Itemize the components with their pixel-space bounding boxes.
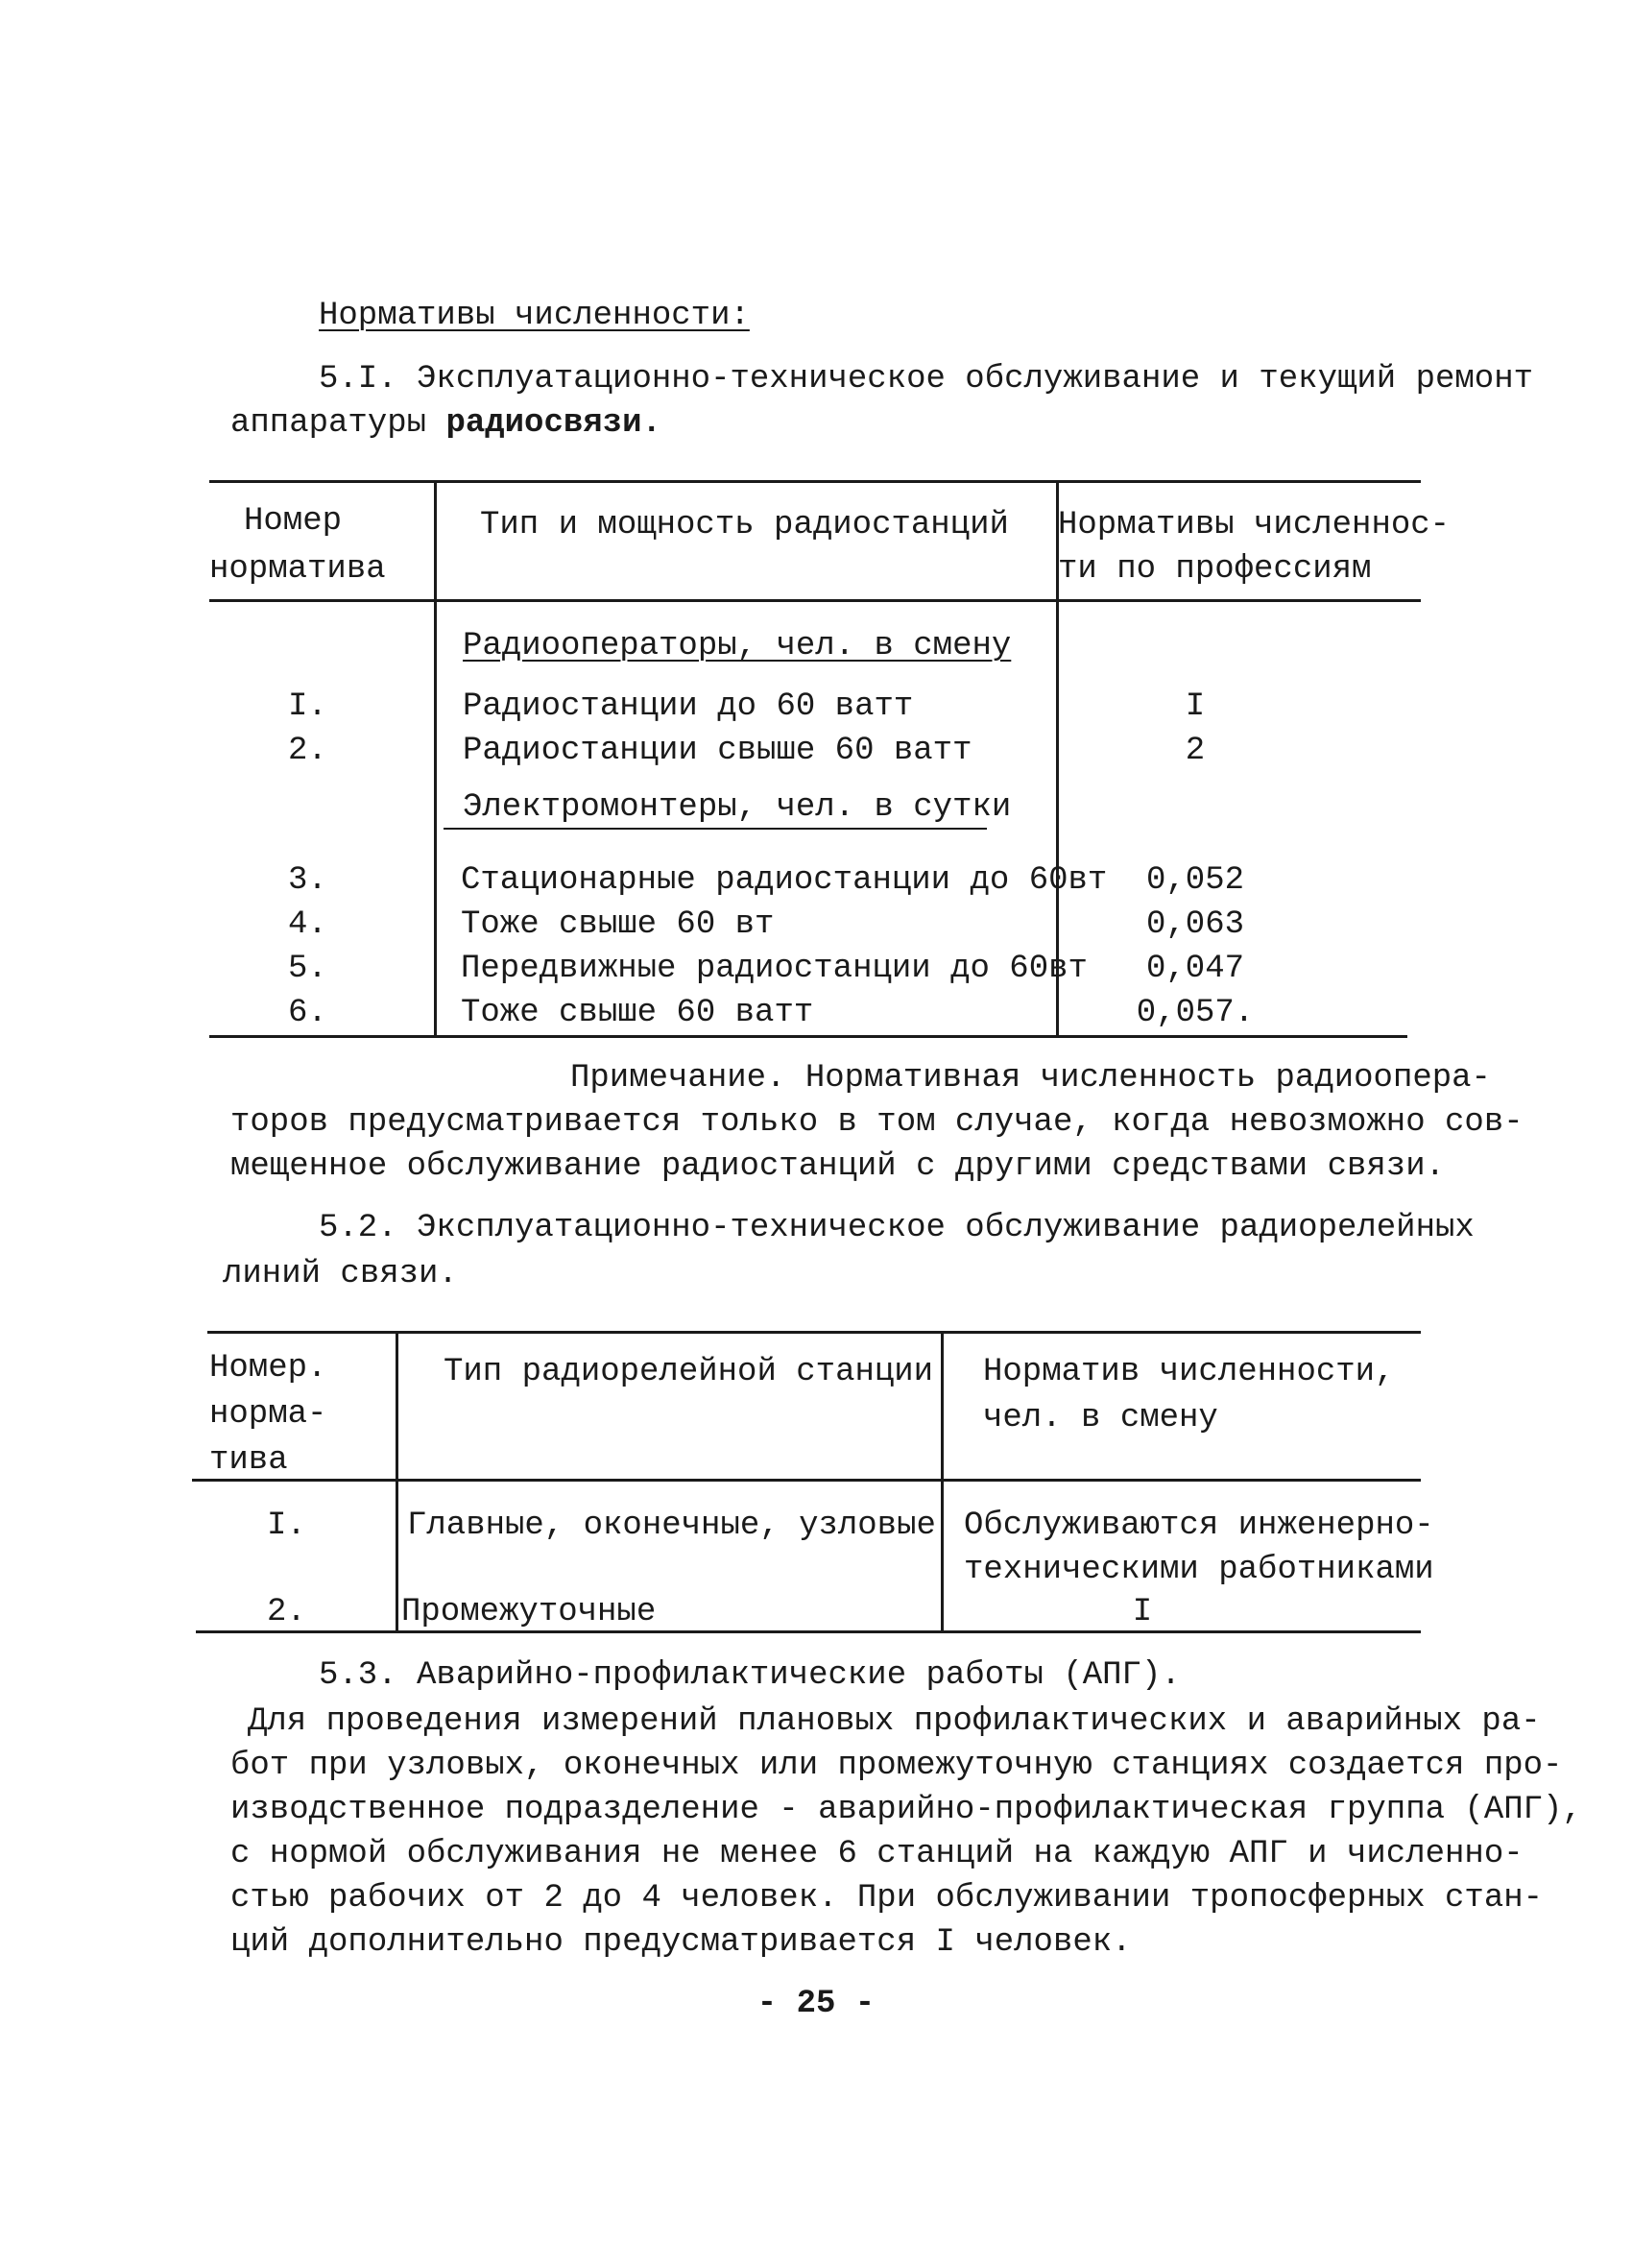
note-line3: мещенное обслуживание радиостанций с другими средствами связи. bbox=[230, 1148, 1446, 1185]
table1-header-norms-l1: Нормативы численнос- bbox=[1058, 507, 1451, 543]
table-row-norm: 0,047 bbox=[1145, 951, 1245, 987]
table2-header-norm-l1: Норматив численности, bbox=[983, 1354, 1395, 1390]
table-row-number: 2. bbox=[288, 733, 327, 769]
table-row-type: Промежуточные bbox=[401, 1594, 657, 1630]
table1-top-rule bbox=[209, 480, 1421, 483]
table2-header-number-l2: норма- bbox=[209, 1396, 327, 1433]
section-5-3-title: 5.3. Аварийно-профилактические работы (АПГ). bbox=[319, 1657, 1181, 1694]
table-row-type: Тоже свыше 60 вт bbox=[461, 906, 775, 943]
section-5-3-line: стью рабочих от 2 до 4 человек. При обслуживании тропосферных стан- bbox=[230, 1880, 1544, 1917]
table1-header-norms-l2: ти по профессиям bbox=[1058, 551, 1372, 588]
section-5-1-line1: 5.I. Эксплуатационно-техническое обслуживание и текущий ремонт bbox=[319, 361, 1534, 398]
table-row-norm-l2: техническими работниками bbox=[964, 1552, 1434, 1588]
table-row-number: I. bbox=[288, 688, 327, 725]
table2-top-rule bbox=[207, 1331, 1421, 1334]
table1-header-number-l1: Номер bbox=[244, 503, 343, 540]
table2-header-type: Тип радиорелейной станции bbox=[444, 1354, 934, 1390]
table-row-norm-l1: Обслуживаются инженерно- bbox=[964, 1508, 1434, 1544]
section-5-2-line2: линий связи. bbox=[223, 1256, 458, 1292]
table-row-number: 5. bbox=[288, 951, 327, 987]
table-row-norm: I bbox=[1185, 688, 1206, 725]
table2-header-number-l3: тива bbox=[209, 1442, 288, 1479]
section-5-1-line2: аппаратуры радиосвязи. bbox=[230, 405, 661, 442]
section-5-3-line: Для проведения измерений плановых профилактических и аварийных ра- bbox=[248, 1703, 1541, 1740]
table-row-number: 3. bbox=[288, 862, 327, 899]
table1-col-divider-1 bbox=[434, 480, 437, 1035]
note-line2: торов предусматривается только в том случае, когда невозможно сов- bbox=[230, 1104, 1524, 1141]
table1-header-number-l2: норматива bbox=[209, 551, 386, 588]
table-row-type: Радиостанции свыше 60 ватт bbox=[463, 733, 972, 769]
section-5-3-line: изводственное подразделение - аварийно-профилактическая группа (АПГ), bbox=[230, 1792, 1582, 1828]
section-5-3-line: бот при узловых, оконечных или промежуточную станциях создается про- bbox=[230, 1748, 1563, 1784]
table2-bottom-rule bbox=[196, 1630, 1421, 1633]
table-row-norm: 2 bbox=[1185, 733, 1206, 769]
table1-group-electricians: Электромонтеры, чел. в сутки bbox=[463, 789, 1012, 826]
section-5-3-line: с нормой обслуживания не менее 6 станций на каждую АПГ и численно- bbox=[230, 1836, 1524, 1872]
table1-group-operators: Радиооператоры, чел. в смену bbox=[463, 628, 1012, 664]
page-heading: Нормативы численности: bbox=[319, 298, 750, 334]
table2-header-rule bbox=[192, 1479, 1421, 1482]
table1-header-type: Тип и мощность радиостанций bbox=[480, 507, 1009, 543]
section-5-2-line1: 5.2. Эксплуатационно-техническое обслуживание радиорелейных bbox=[319, 1210, 1475, 1246]
note-line1: Примечание. Нормативная численность радиоопера- bbox=[570, 1060, 1491, 1097]
table2-col-divider-2 bbox=[941, 1331, 944, 1630]
table-row-norm: 0,052 bbox=[1145, 862, 1245, 899]
table-row-norm: I bbox=[1132, 1594, 1153, 1630]
table2-col-divider-1 bbox=[396, 1331, 398, 1630]
page-number: - 25 - bbox=[756, 1986, 876, 2022]
table1-header-rule bbox=[209, 599, 1421, 602]
section-5-3-line: ций дополнительно предусматривается I человек. bbox=[230, 1924, 1132, 1961]
table-row-norm: 0,057. bbox=[1136, 995, 1255, 1031]
table-row-number: 6. bbox=[288, 995, 327, 1031]
table2-header-norm-l2: чел. в смену bbox=[983, 1400, 1218, 1436]
table-row-type: Тоже свыше 60 ватт bbox=[461, 995, 814, 1031]
table-row-type: Стационарные радиостанции до 60вт bbox=[461, 862, 1108, 899]
table-row-type: Главные, оконечные, узловые bbox=[407, 1508, 936, 1544]
table1-group-electricians-underline bbox=[444, 828, 987, 830]
table-row-number: I. bbox=[267, 1508, 306, 1544]
table1-bottom-rule bbox=[209, 1035, 1407, 1038]
table-row-norm: 0,063 bbox=[1145, 906, 1245, 943]
table-row-number: 2. bbox=[267, 1594, 306, 1630]
table2-header-number-l1: Номер. bbox=[209, 1350, 327, 1387]
table-row-type: Передвижные радиостанции до 60вт bbox=[461, 951, 1088, 987]
table-row-number: 4. bbox=[288, 906, 327, 943]
table-row-type: Радиостанции до 60 ватт bbox=[463, 688, 914, 725]
